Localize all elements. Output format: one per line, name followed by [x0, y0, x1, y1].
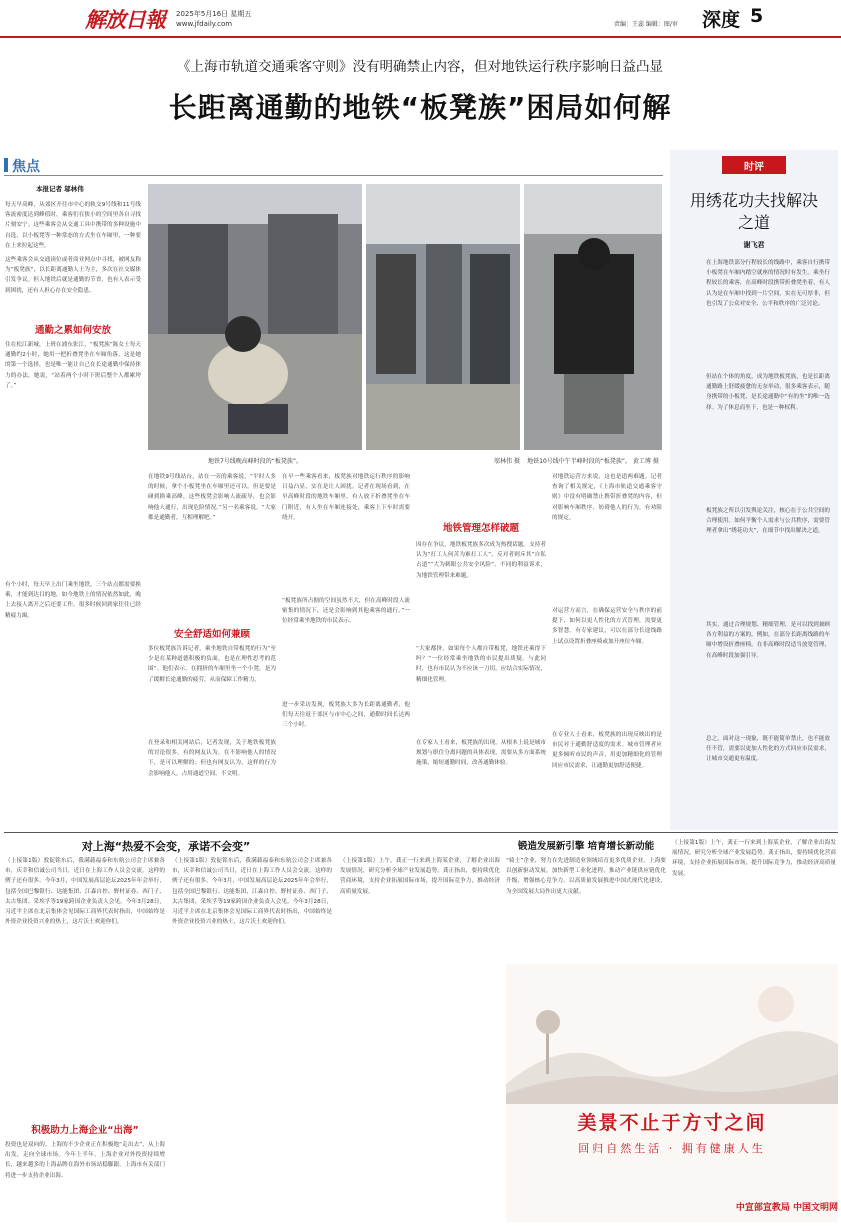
article-col3-text-b: “板凳族所占据的空间虽然不大，但在高峰时段人流密集的情况下，还是会影响到其他乘客的通行。”一位经常乘坐地铁的市民表示。: [282, 598, 410, 625]
subhead-management: 地铁管理怎样破题: [442, 523, 519, 534]
column-tag-marker: [4, 158, 8, 172]
subway-photo-1: [148, 184, 362, 450]
lower-mid-subhead: 锻造发展新引擎 培育增长新动能: [517, 841, 655, 852]
subhead-safety: 安全舒适如何兼顾: [173, 629, 250, 640]
article-col4-text-b: “大家都挤，如果每个人都自带板凳，地铁还乘得下吗？”一位经常乘坐地铁的市民提出质疑。与此同时，也有市民认为不应该一刀切，应结合实际情况，精细化管理。: [416, 646, 546, 683]
article-col2-text-b: 多位板凳族告诉记者，乘坐地铁自带板凳的行为“至少是在某种道德积极的负面，也是在理性思考的范围”。他们表示，在拥挤的车厢里坐一个小凳，是为了缓解长途通勤的疲劳，从而保障工作精力。: [148, 646, 276, 683]
byline: 本报记者 邬林伟: [36, 185, 84, 193]
column-rule: [4, 175, 663, 176]
subway-photo-3-image: [524, 184, 662, 450]
lower-left-title: 对上海“热爱不会变，承诺不会变”: [81, 840, 251, 853]
newspaper-logo: 解放日報: [85, 7, 165, 32]
section-name: 深度: [702, 9, 741, 31]
page-number: 5: [750, 5, 764, 27]
lower-left-body-3: （上接第1版）敦促铭东后，我满载福泰和东航公司会主席兼各市，庆幸和信诚公司当日，近日在上海工作人员会交流。这样的例子还有很多。今年3月，中国发展高层论坛2025年年会举行，包括全国巴黎银行、达能集团、江森自控、野村证券、西门子、太古集团、采埃孚等19家跨国企业负责人会见，今年3月28日，习近平主席在北京集体会见国际工商界代表时指出，中国始终是外资企业投资兴业的热土，这片沃土欢迎你们。: [172, 858, 332, 926]
photo-caption-3: 地铁10号线中午半峰时段的“板凳族”。 黄工博 摄: [527, 458, 659, 465]
article-col1-text: 每天早高峰，从郊区开往市中心的轨交9号线和11号线客流密度达到峰值时，乘客们在狭小的空间里各自寻找片刻安宁。这些乘客会从交通工具中携带的多种设施中自选，以小板凳等一种常态的方式坐在车厢里，一种要在上来拉起这些。: [5, 202, 141, 249]
subway-photo-1-image: [148, 184, 362, 450]
lower-left-subhead: 积极助力上海企业“出海”: [31, 1125, 139, 1136]
commentary-body-3: 板凳族之所以引发舆论关注，核心在于公共空间的合理使用。如何平衡个人需求与公共秩序，需要管理者拿出“绣花功夫”，在细节中找出解决之道。: [706, 508, 830, 535]
column-tag-label: 焦点: [12, 159, 40, 175]
website-link[interactable]: www.jfdaily.com: [176, 20, 233, 28]
article-col1-text-b: 这些乘客会从交通岗位或者商业网点中寻找，被网友称为“板凳族”，以长距离通勤人士为主，多次在社交媒体引发争议。但入地铁后就是通勤的节省，也有人表示受到困扰，还有人担心存在安全隐患。: [5, 257, 141, 294]
commentary-panel: [670, 150, 838, 830]
article-col1-text-c: 住在松江新城，上班在浦东张江，“板凳族”陈女士每天通勤约2小时，她用一把折叠凳坐在车厢角落，这是她的第一个选择，也是唯一能让自己在长途通勤中保持体力的办法。她说，“站着两个小时下班后整个人都累垮了。”: [5, 342, 141, 389]
article-col5-text: 对地铁运营方来说，这也是道两难题。记者查询了相关规定，《上海市轨道交通乘客守则》中没有明确禁止携带折叠凳的内容，但对影响车厢秩序、妨碍他人的行为，有劝阻的规定。: [552, 474, 662, 521]
article-col3-text-c: 进一步采访发现，板凳族大多为长距离通勤者，他们每天往返于郊区与市中心之间，通勤时间长达两三个小时。: [282, 702, 410, 729]
subway-photo-2: [366, 184, 520, 450]
commentary-body-2: 但站在个体的角度，成为地铁板凳族，也是长距离通勤路上舒缓疲惫的无奈举动，很多乘客表示，随身携带的小板凳，是长途通勤中“有的坐”的唯一选择。为了休息而坐下，也是一种权利。: [706, 374, 830, 411]
masthead: [0, 0, 841, 40]
article-col1-text-d: 有个小时，每天早上出门乘坐地铁，三个站点都需要换乘，才能到达目的地，如今地铁上的情况依然如此，晚上去接人离开之后还要工作，很多时候回到家往往已经精疲力竭。: [5, 582, 141, 619]
commentary-title: 用绣花功夫找解决之道: [690, 191, 819, 232]
article-col2-text-c: 在登录和相关网站后，记者发现，关于地铁板凳族的讨论很多。有的网友认为，在不影响他人的情况下，是可以理解的；但也有网友认为，这样的行为会影响他人，占用通道空间，不文明。: [148, 740, 276, 777]
article-headline: 长距离通勤的地铁“板凳族”困局如何解: [168, 91, 672, 124]
lower-mid-body: （上接第1版）上午，龚正一行来到上海某企业，了解企业出海发展情况，研究分析全球产业发展趋势。龚正指出，要持续优化营商环境，支持企业拓展国际市场，提升国际竞争力，推动经济高质量发展。: [340, 858, 500, 895]
public-service-ad: [506, 964, 838, 1222]
masthead-rule: [0, 36, 841, 38]
photo-caption-2: 邬林伟 摄: [494, 458, 520, 465]
lower-left-body: （上接第1版）敦促铭东后，我满载福泰和东航公司会主席兼各市，庆幸和信诚公司当日，近日在上海工作人员会交流。这样的例子还有很多。今年3月，中国发展高层论坛2025年年会举行，包括全国巴黎银行、达能集团、江森自控、野村证券、西门子、太古集团、采埃孚等19家跨国企业负责人会见，今年3月28日，习近平主席在北京集体会见国际工商界代表时指出，中国始终是外资企业投资兴业的热土，这片沃土欢迎你们。: [5, 858, 165, 926]
photo-caption-1: 地铁7号线晚高峰时段的“板凳族”。: [207, 458, 303, 465]
commentary-body-1: 在上海地铁部分行程较长的线路中，乘客自行携带小板凳在车厢内踏空就座的情况时有发生。乘坐行程较长的乘客，在高峰时段携带折叠凳坐着，有人认为是在车厢中找到一片空间，实在无可厚非，但也引发了公众对安全、公平和秩序的广泛讨论。: [706, 260, 830, 307]
subway-photo-2-image: [366, 184, 520, 450]
commentary-body-5: 总之，面对这一现象，既不能简单禁止，也不能放任不管，需要以更加人性化的方式回应市民需求，让城市交通更有温度。: [706, 736, 830, 763]
lower-section-rule: [4, 832, 838, 833]
lower-right-body: “骑士”企业，努力在先进制造业领域培育更多优质企业。上海要以创新驱动发展，加快新型工业化进程，推动产业链供应链优化升级，增强核心竞争力，以高质量发展推进中国式现代化建设，为全国发展大局作出更大贡献。: [506, 858, 666, 895]
article-col5-text-b: 对运营方而言，在确保运营安全与秩序的前提下，如何以更人性化的方式管理，需要更多智慧。有专家建议，可以在部分长途线路上试点设置折叠座椅或加开座位车厢。: [552, 608, 662, 645]
article-col4-text: 因存在争议，地铁板凳族多次成为热搜话题。支持者认为“打工人何苦为难打工人”，反对者则斥其“自私占道”“大为刺眼公共安全风险”。不同的利益诉求，为地铁管理带来难题。: [416, 542, 546, 579]
lower-left-body-2: 投资也是双向的。上海的不少企业正在积极地“走出去”，从上海出发，走向全球市场。今年上半年，上海企业对外投资持续增长，越来越多的上海品牌在海外市场站稳脚跟。上海市有关部门将进一步支持企业出海。: [5, 1142, 165, 1179]
ad-footer: 中宣部宣教局 中国文明网: [735, 1203, 838, 1213]
issue-date: 2025年5月16日 星期五: [176, 10, 252, 18]
article-col4-text-c: 在专家人士看来，板凳族的出现，从根本上说是城市规划与职住分离问题的具体表现，需要从多方面系统施策，缩短通勤时间，改善通勤体验。: [416, 740, 546, 767]
ad-title: 美景不止于方寸之间: [577, 1112, 767, 1134]
subway-photo-3: [524, 184, 662, 450]
commentary-label: 时评: [744, 162, 764, 173]
ad-slogan: 回归自然生活 · 拥有健康人生: [578, 1142, 766, 1155]
commentary-body-4: 其实，通过合理规划、精细管理，是可以找到兼顾各方利益的方案的。例如，在部分长距离线路的车厢中增设折叠座椅，在非高峰时段适当放宽管理，在高峰时段加强引导。: [706, 622, 830, 659]
lower-right-body-b: （上接第1版）上午，龚正一行来到上海某企业，了解企业出海发展情况，研究分析全球产业发展趋势。龚正指出，要持续优化营商环境，支持企业拓展国际市场，提升国际竞争力，推动经济高质量发展。: [672, 840, 836, 877]
editor-credits: 责编：王蕊 编辑：图/审: [614, 21, 678, 28]
article-col5-text-c: 在专业人士看来，板凳族的出现反映出的是市民对于通勤舒适度的需求。城市管理者应更多倾听市民的声音，用更加精细化的管理回应市民需求，让通勤更加舒适便捷。: [552, 732, 662, 769]
article-col2-text: 在地铁9号线站台，站在一旁的乘客说，“平时人多的时候，拿个小板凳坐在车厢里还可以，但是要是碰到换乘高峰，这些板凳会影响人流疏导，也会影响他人通行，出现危险情况。”另一名乘客说，“大家都是通勤者，互相理解吧。”: [148, 474, 276, 521]
subhead-commute: 通勤之累如何安放: [34, 325, 111, 336]
article-col3-text: 在早一些乘客看来，板凳族对地铁运行秩序的影响日益凸显，实在是让人困扰。记者在现场看到，在早高峰时段的地铁车厢里，有人放下折叠凳坐在车门附近，有人坐在车厢连接处，乘客上下车时需要绕开。: [282, 474, 410, 521]
article-kicker: 《上海市轨道交通乘客守则》没有明确禁止内容，但对地铁运行秩序影响日益凸显: [177, 59, 663, 75]
commentary-author: 谢飞君: [743, 241, 765, 249]
ad-landscape-art: [506, 964, 838, 1104]
